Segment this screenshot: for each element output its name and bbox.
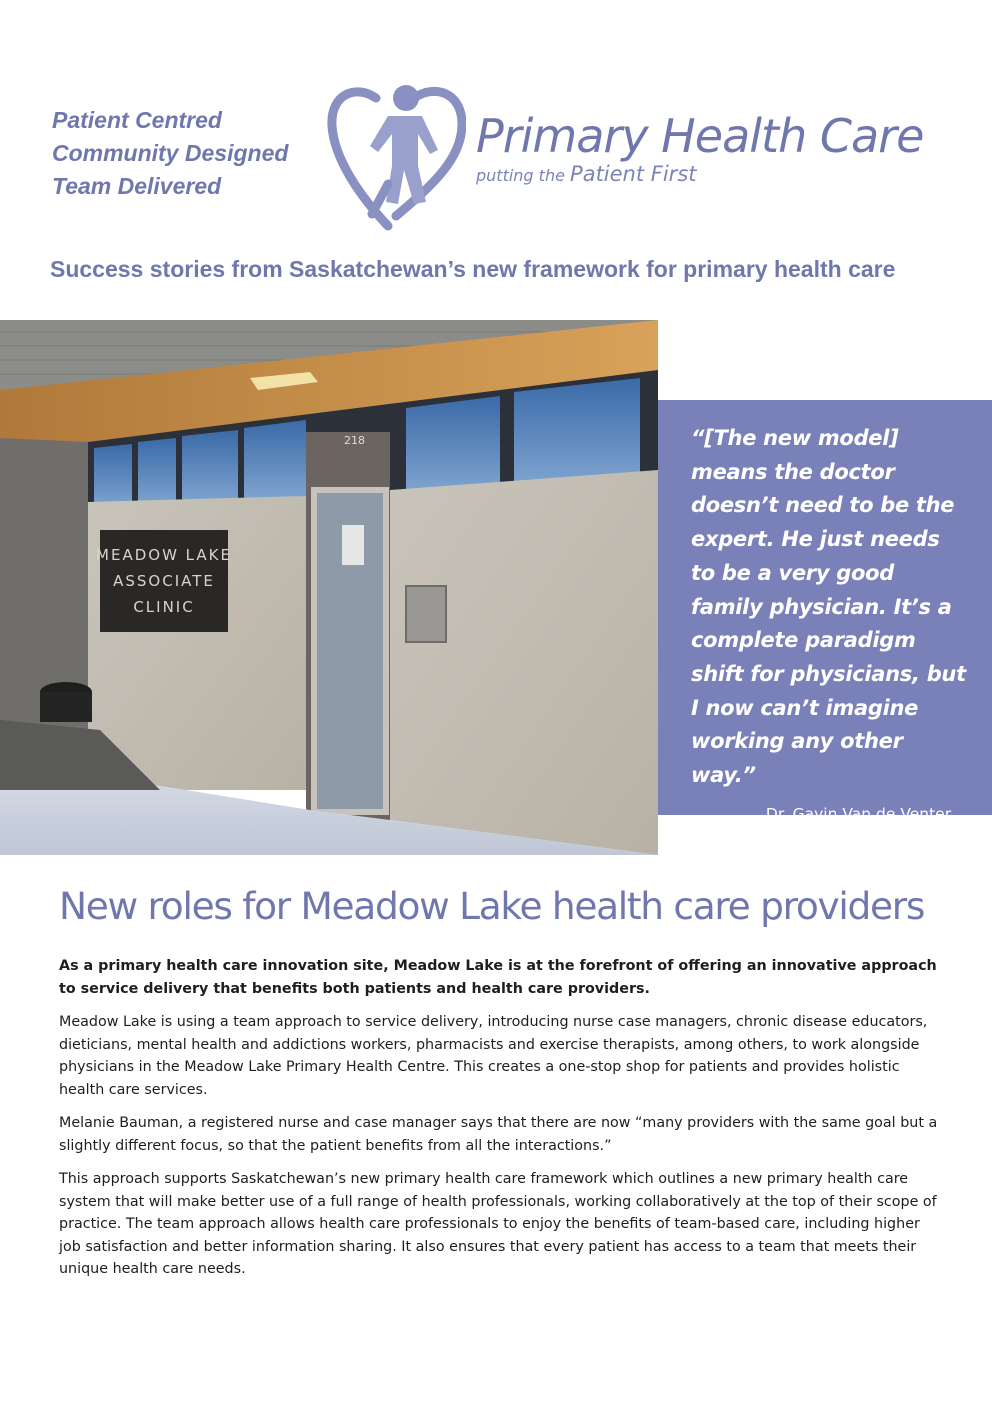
sign-line: ASSOCIATE [113,572,215,590]
quote-author-name: Dr. Gavin Van de Venter, [765,804,956,823]
quote-attribution [691,801,956,855]
article-body [59,955,939,1292]
brand-title: Primary Health Care [476,109,924,163]
sign-line: CLINIC [133,598,195,616]
page-subtitle: Success stories from Saskatchewan’s new framework for primary health care [50,256,896,282]
article-headline: New roles for Meadow Lake health care providers [59,884,925,928]
door-number: 218 [344,434,365,447]
article-lead: As a primary health care innovation site, Meadow Lake is at the forefront of offering an innovative approach to service delivery that benefits both patients and health care providers. [59,958,937,997]
clinic-photo [0,320,658,855]
brand-tagline [476,162,697,186]
pull-quote [658,400,992,850]
tagline-line: Team Delivered [52,173,222,199]
brand-tagline-prefix: putting the [476,166,565,185]
tagline-line: Patient Centred [52,107,222,133]
sign-line: MEADOW LAKE [96,546,232,564]
quote-author-role: Family Physician [828,831,956,850]
article-paragraph: Meadow Lake is using a team approach to service delivery, introducing nurse case managers, chronic disease educators, dieticians, mental health and addictions workers, pharmacists and exercise therapists, among others, to work alongside physicians in the Meadow Lake Primary Health Centre. This creates a one-stop shop for patients and provides holistic health care services. [59,1014,928,1098]
article-paragraph: This approach supports Saskatchewan’s new primary health care framework which outlines a new primary health care system that will make better use of a full range of health professionals, working collaboratively at the top of their scope of practice. The team approach allows health care professionals to enjoy the benefits of team-based care, including higher job satisfaction and better information sharing. It also ensures that every patient has access to a team that meets their unique health care needs. [59,1171,937,1277]
quote-text: “[The new model] means the doctor doesn’t need to be the expert. He just needs to be a very good family physician. It’s a complete paradigm shift for physicians, but I now can’t imagine working any other way.” [691,426,966,788]
tagline-line: Community Designed [52,140,289,166]
tagline [52,104,288,203]
heart-person-logo-icon [326,80,466,232]
article-paragraph: Melanie Bauman, a registered nurse and case manager says that there are now “many providers with the same goal but a slightly different focus, so that the patient benefits from all the interactions.” [59,1115,938,1154]
brand-tagline-emphasis: Patient First [570,162,697,186]
